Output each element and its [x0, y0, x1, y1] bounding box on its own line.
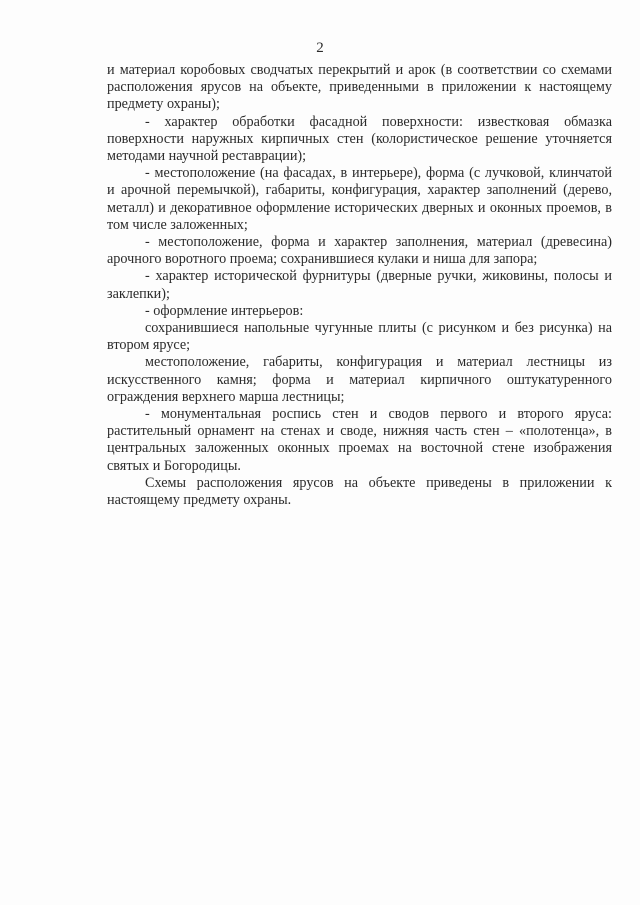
paragraph-schemes-note: Схемы расположения ярусов на объекте приведены в приложении к настоящему предмету охраны.	[107, 474, 612, 509]
paragraph-murals: - монументальная роспись стен и сводов первого и второго яруса: растительный орнамент на стенах и своде, нижняя часть стен – «полотенца», в центральных заложенных оконных проемах на восточной стене изображения святых и Богородицы.	[107, 406, 612, 474]
paragraph-materials-vaults: и материал коробовых сводчатых перекрытий и арок (в соответствии со схемами расположения ярусов на объекте, приведенными в приложении к настоящему предмету охраны);	[107, 62, 612, 113]
paragraph-floor-plates: сохранившиеся напольные чугунные плиты (с рисунком и без рисунка) на втором ярусе;	[107, 320, 612, 354]
paragraph-facade-finish: - характер обработки фасадной поверхности: известковая обмазка поверхности наружных кирпичных стен (колористическое решение уточняется методами научной реставрации);	[107, 113, 612, 165]
paragraph-gate-opening: - местоположение, форма и характер заполнения, материал (древесина) арочного воротного проема; сохранившиеся кулаки и ниша для запора;	[107, 234, 612, 268]
paragraph-hardware: - характер исторической фурнитуры (дверные ручки, жиковины, полосы и заклепки);	[107, 268, 612, 302]
paragraph-openings: - местоположение (на фасадах, в интерьере), форма (с лучковой, клинчатой и арочной перемычкой), габариты, конфигурация, характер заполнений (дерево, металл) и декоративное оформление исторических дверных и оконных проемов, в том числе заложенных;	[107, 165, 612, 233]
document-body	[107, 62, 612, 509]
page-number: 2	[316, 40, 324, 56]
paragraph-staircase: местоположение, габариты, конфигурация и материал лестницы из искусственного камня; форма и материал кирпичного оштукатуренного ограждения верхнего марша лестницы;	[107, 354, 612, 405]
paragraph-interiors: - оформление интерьеров:	[145, 302, 304, 319]
